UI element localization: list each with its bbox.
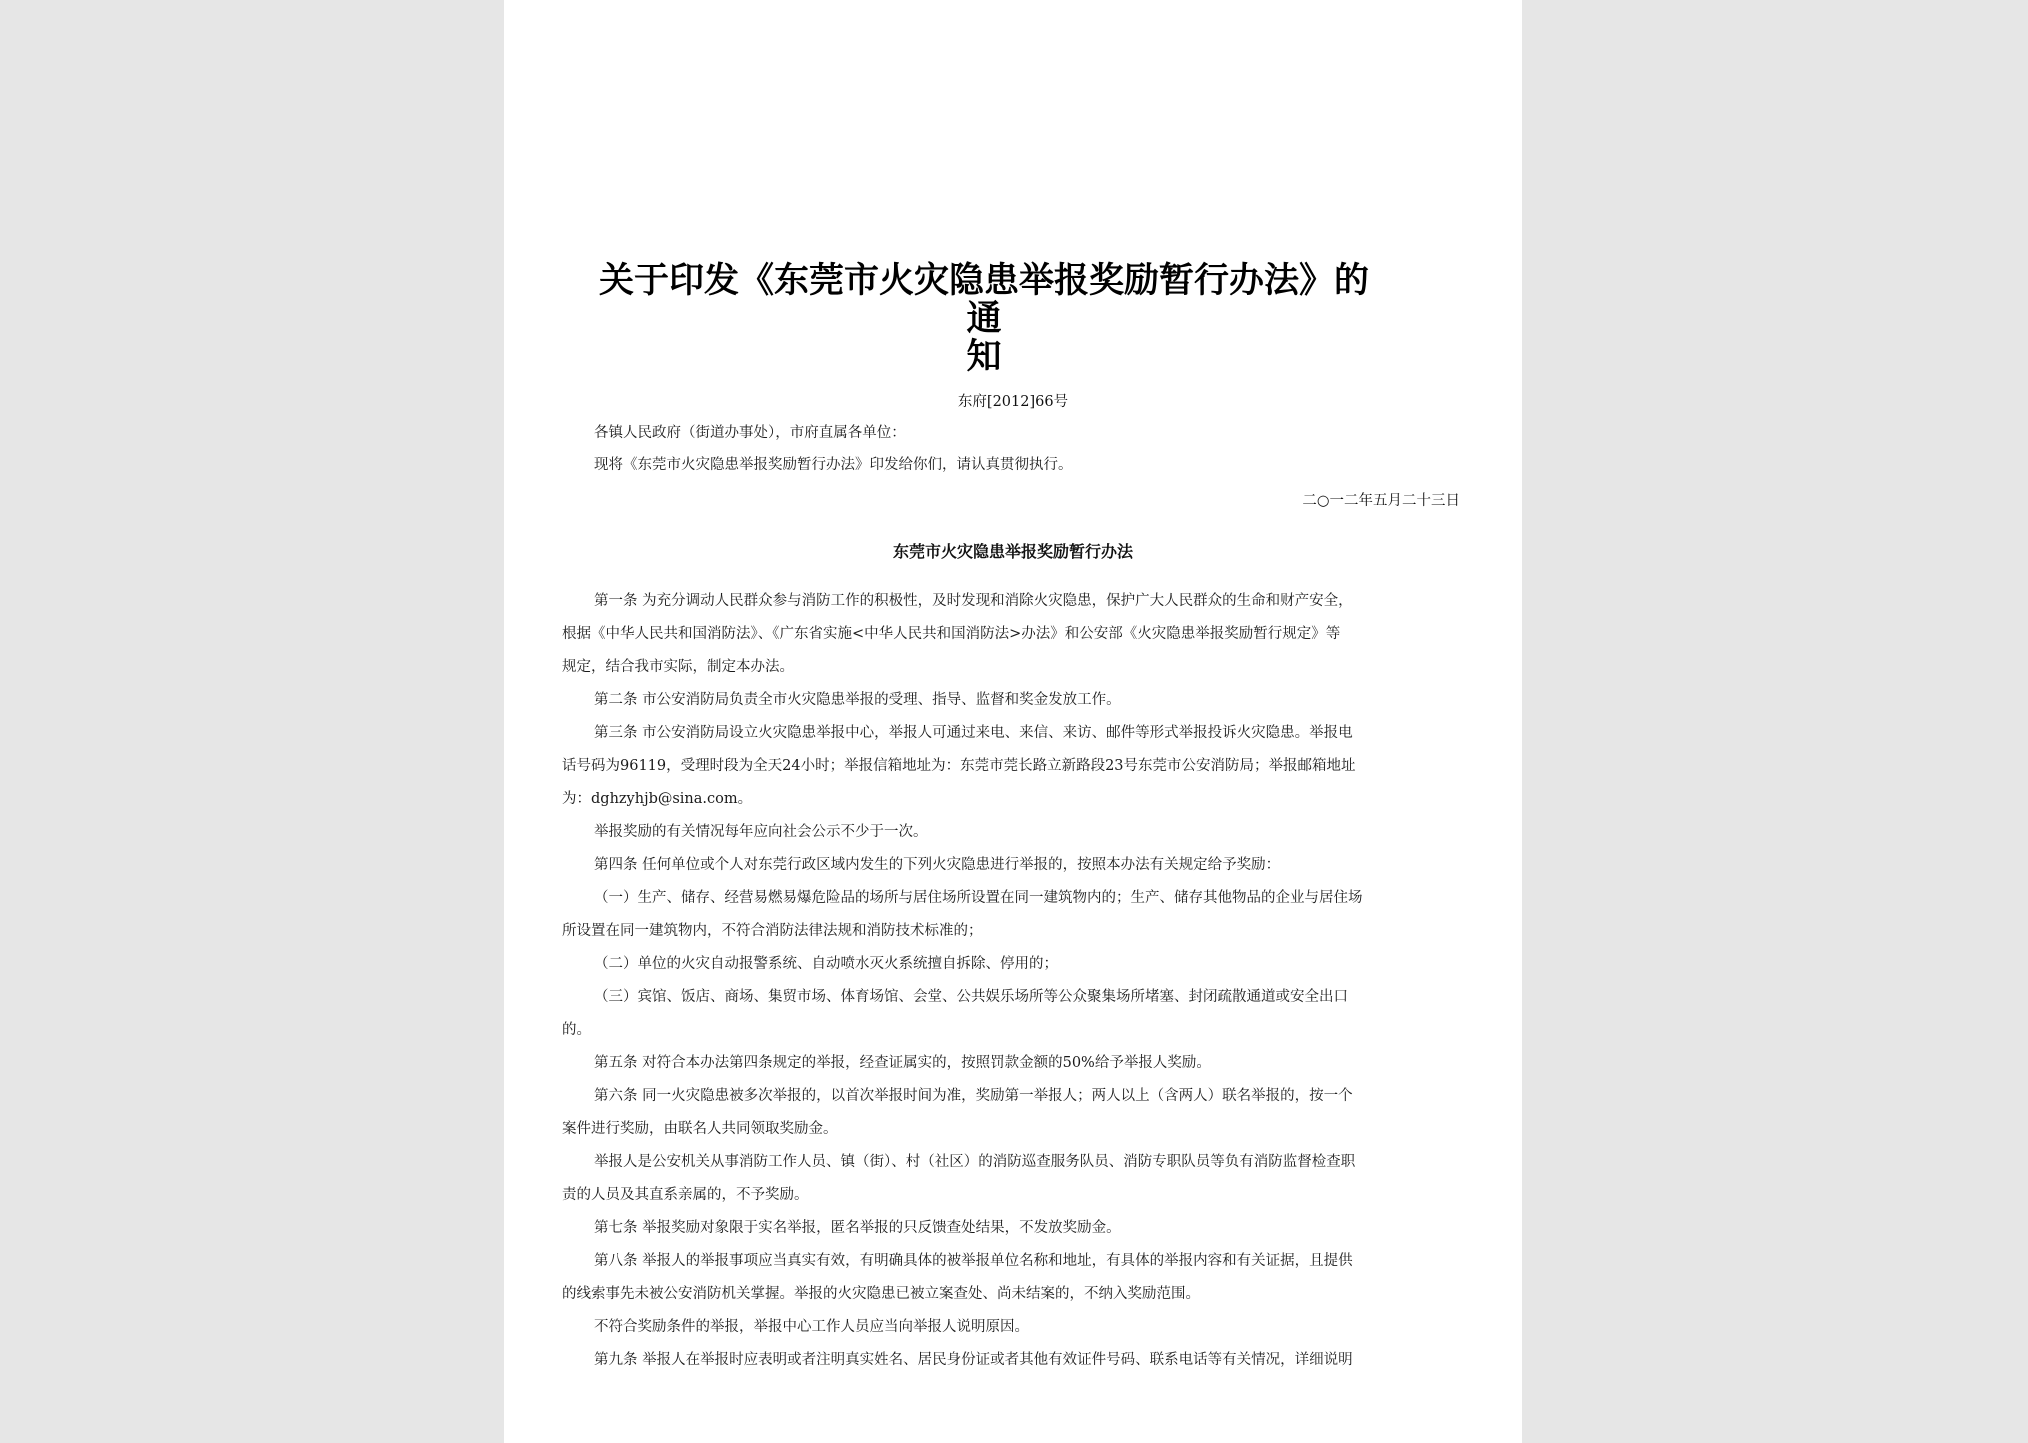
body-line: （三）宾馆、饭店、商场、集贸市场、体育场馆、会堂、公共娱乐场所等公众聚集场所堵塞、封闭疏散通道或安全出口 bbox=[594, 989, 1348, 1005]
body-line: 为：dghzyhjb@sina.com。 bbox=[562, 791, 753, 807]
body-line: 第四条 任何单位或个人对东莞行政区域内发生的下列火灾隐患进行举报的，按照本办法有关规定给予奖励： bbox=[594, 857, 1281, 873]
body-line: （一）生产、储存、经营易燃易爆危险品的场所与居住场所设置在同一建筑物内的；生产、储存其他物品的企业与居住场 bbox=[594, 890, 1363, 906]
document-title-line-1: 关于印发《东莞市火灾隐患举报奖励暂行办法》的通 bbox=[598, 260, 1369, 339]
notice-line: 现将《东莞市火灾隐患举报奖励暂行办法》印发给你们，请认真贯彻执行。 bbox=[594, 457, 1073, 473]
body-line: 责的人员及其直系亲属的，不予奖励。 bbox=[562, 1187, 809, 1203]
body-line: 第一条 为充分调动人民群众参与消防工作的积极性，及时发现和消除火灾隐患，保护广大人民群众的生命和财产安全， bbox=[594, 593, 1353, 609]
body-line: 不符合奖励条件的举报，举报中心工作人员应当向举报人说明原因。 bbox=[594, 1319, 1029, 1335]
body-line: 第九条 举报人在举报时应表明或者注明真实姓名、居民身份证或者其他有效证件号码、联系电话等有关情况，详细说明 bbox=[594, 1352, 1353, 1368]
body-line: 第三条 市公安消防局设立火灾隐患举报中心，举报人可通过来电、来信、来访、邮件等形式举报投诉火灾隐患。举报电 bbox=[594, 725, 1353, 741]
body-line: （二）单位的火灾自动报警系统、自动喷水灭火系统擅自拆除、停用的； bbox=[594, 956, 1058, 972]
recipients-line: 各镇人民政府（街道办事处），市府直属各单位： bbox=[594, 425, 906, 441]
body-line: 的。 bbox=[562, 1022, 591, 1038]
document-title-line-2: 知 bbox=[966, 336, 1002, 377]
body-line: 话号码为96119，受理时段为全天24小时；举报信箱地址为：东莞市莞长路立新路段23号东莞市公安消防局；举报邮箱地址 bbox=[562, 758, 1356, 774]
body-line: 第五条 对符合本办法第四条规定的举报，经查证属实的，按照罚款金额的50%给予举报人奖励。 bbox=[594, 1055, 1211, 1071]
body-line: 所设置在同一建筑物内，不符合消防法律法规和消防技术标准的； bbox=[562, 923, 983, 939]
body-line: 的线索事先未被公安消防机关掌握。举报的火灾隐患已被立案查处、尚未结案的，不纳入奖励范围。 bbox=[562, 1286, 1200, 1302]
body-line: 举报人是公安机关从事消防工作人员、镇（街）、村（社区）的消防巡查服务队员、消防专职队员等负有消防监督检查职 bbox=[594, 1154, 1356, 1170]
issue-date: 二○一二年五月二十三日 bbox=[1302, 493, 1460, 509]
body-line: 案件进行奖励，由联名人共同领取奖励金。 bbox=[562, 1121, 838, 1137]
regulation-title: 东莞市火灾隐患举报奖励暂行办法 bbox=[892, 542, 1133, 561]
body-line: 举报奖励的有关情况每年应向社会公示不少于一次。 bbox=[594, 824, 928, 840]
document-title bbox=[594, 262, 1374, 376]
body-line: 根据《中华人民共和国消防法》、《广东省实施<中华人民共和国消防法>办法》和公安部《火灾隐患举报奖励暂行规定》等 bbox=[562, 626, 1341, 642]
body-line: 第二条 市公安消防局负责全市火灾隐患举报的受理、指导、监督和奖金发放工作。 bbox=[594, 692, 1121, 708]
document-page bbox=[504, 0, 1522, 1443]
body-line: 第六条 同一火灾隐患被多次举报的，以首次举报时间为准，奖励第一举报人；两人以上（含两人）联名举报的，按一个 bbox=[594, 1088, 1353, 1104]
body-line: 规定，结合我市实际，制定本办法。 bbox=[562, 659, 794, 675]
body-line: 第七条 举报奖励对象限于实名举报，匿名举报的只反馈查处结果，不发放奖励金。 bbox=[594, 1220, 1121, 1236]
body-line: 第八条 举报人的举报事项应当真实有效，有明确具体的被举报单位名称和地址，有具体的举报内容和有关证据，且提供 bbox=[594, 1253, 1353, 1269]
document-number: 东府[2012]66号 bbox=[957, 394, 1069, 410]
